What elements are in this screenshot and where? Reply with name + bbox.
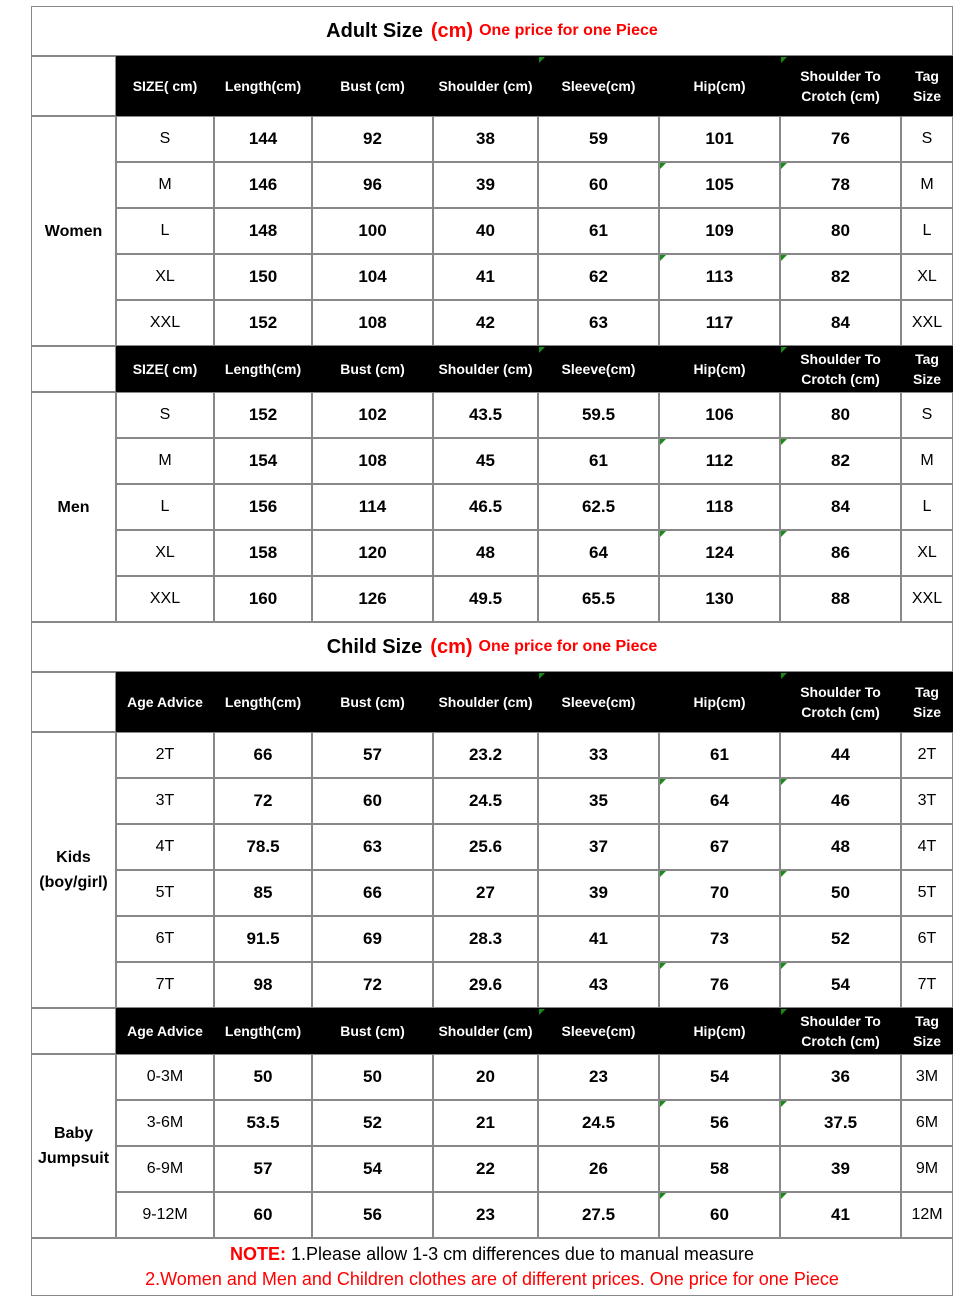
column-header — [214, 56, 312, 116]
table-cell: 44 — [780, 732, 901, 778]
column-header-label: Bust (cm) — [340, 1023, 405, 1039]
table-cell: 41 — [538, 916, 659, 962]
table-cell: 50 — [312, 1054, 433, 1100]
column-header-label: Hip(cm) — [693, 1023, 746, 1039]
table-cell: 63 — [312, 824, 433, 870]
table-cell: 67 — [659, 824, 780, 870]
table-cell: 60 — [659, 1192, 780, 1238]
table-cell: 54 — [659, 1054, 780, 1100]
table-cell: 112 — [659, 438, 780, 484]
table-cell: 41 — [433, 254, 538, 300]
table-cell: 82 — [780, 254, 901, 300]
note-line-2: 2.Women and Men and Children clothes are of different prices. One price for one Piece — [145, 1269, 839, 1289]
cell-corner-mark — [539, 1009, 545, 1015]
table-cell: XL — [116, 530, 214, 576]
adult-size-title — [31, 6, 953, 56]
table-cell: 37.5 — [780, 1100, 901, 1146]
column-header — [433, 346, 538, 392]
column-header — [659, 346, 780, 392]
header-blank-cell — [31, 1008, 116, 1054]
column-header — [659, 672, 780, 732]
column-header-label: Sleeve(cm) — [561, 694, 636, 710]
column-header-label: Age Advice — [127, 1023, 203, 1039]
table-cell: 5T — [116, 870, 214, 916]
table-cell: 29.6 — [433, 962, 538, 1008]
table-cell: 52 — [780, 916, 901, 962]
column-header-label: Tag Size — [912, 684, 941, 720]
column-header-label: Shoulder To Crotch (cm) — [800, 1013, 881, 1049]
table-cell: 124 — [659, 530, 780, 576]
table-cell: 3-6M — [116, 1100, 214, 1146]
table-cell: 152 — [214, 300, 312, 346]
table-cell: M — [901, 438, 953, 484]
table-cell: 56 — [312, 1192, 433, 1238]
column-header-label: SIZE( cm) — [132, 361, 198, 377]
table-cell: 120 — [312, 530, 433, 576]
table-cell: 154 — [214, 438, 312, 484]
column-header-label: Sleeve(cm) — [561, 361, 636, 377]
cell-corner-mark — [781, 347, 787, 353]
table-cell: 6T — [116, 916, 214, 962]
cell-corner-mark — [539, 347, 545, 353]
table-cell: 54 — [312, 1146, 433, 1192]
table-cell: 6T — [901, 916, 953, 962]
cell-corner-mark — [781, 1009, 787, 1015]
title-text: Adult Size — [326, 20, 423, 42]
table-cell: 61 — [659, 732, 780, 778]
column-header — [312, 56, 433, 116]
table-cell: 108 — [312, 438, 433, 484]
column-header-label: Sleeve(cm) — [561, 78, 636, 94]
table-cell: 53.5 — [214, 1100, 312, 1146]
cell-corner-mark — [660, 163, 666, 169]
title-price-note: One price for one Piece — [479, 22, 658, 39]
column-header — [116, 346, 214, 392]
header-blank-cell — [31, 346, 116, 392]
cell-corner-mark — [660, 531, 666, 537]
table-cell: 41 — [780, 1192, 901, 1238]
table-cell: 60 — [214, 1192, 312, 1238]
column-header-label: Hip(cm) — [693, 361, 746, 377]
column-header — [538, 1008, 659, 1054]
table-cell: L — [901, 208, 953, 254]
table-cell: 98 — [214, 962, 312, 1008]
cell-corner-mark — [781, 779, 787, 785]
table-cell: 24.5 — [433, 778, 538, 824]
column-header-label: Length(cm) — [224, 361, 302, 377]
table-cell: 20 — [433, 1054, 538, 1100]
table-cell: 4T — [116, 824, 214, 870]
table-cell: 27 — [433, 870, 538, 916]
table-cell: XXL — [116, 576, 214, 622]
table-cell: 54 — [780, 962, 901, 1008]
column-header-label: Shoulder (cm) — [438, 694, 533, 710]
cell-corner-mark — [781, 1193, 787, 1199]
title-unit: (cm) — [430, 20, 474, 42]
table-cell: 80 — [780, 208, 901, 254]
table-cell: 156 — [214, 484, 312, 530]
group-label-line: (boy/girl) — [39, 874, 108, 891]
table-cell: 3T — [116, 778, 214, 824]
table-cell: 85 — [214, 870, 312, 916]
cell-corner-mark — [660, 255, 666, 261]
table-cell: 50 — [214, 1054, 312, 1100]
table-cell: 6-9M — [116, 1146, 214, 1192]
table-cell: XL — [116, 254, 214, 300]
column-header-label: Bust (cm) — [340, 78, 405, 94]
column-header-label: Length(cm) — [224, 694, 302, 710]
table-cell: 148 — [214, 208, 312, 254]
table-cell: 91.5 — [214, 916, 312, 962]
table-cell: S — [901, 392, 953, 438]
column-header-label: Hip(cm) — [693, 78, 746, 94]
table-cell: L — [116, 208, 214, 254]
column-header — [538, 346, 659, 392]
table-cell: 2T — [901, 732, 953, 778]
column-header — [901, 1008, 953, 1054]
table-cell: M — [116, 438, 214, 484]
table-cell: 42 — [433, 300, 538, 346]
cell-corner-mark — [781, 531, 787, 537]
table-cell: 130 — [659, 576, 780, 622]
note-line-1 — [230, 1242, 754, 1267]
table-cell: 108 — [312, 300, 433, 346]
cell-corner-mark — [781, 439, 787, 445]
column-header-label: Bust (cm) — [340, 361, 405, 377]
table-cell: 70 — [659, 870, 780, 916]
table-cell: 46.5 — [433, 484, 538, 530]
table-cell: L — [901, 484, 953, 530]
column-header — [433, 672, 538, 732]
table-cell: 92 — [312, 116, 433, 162]
table-cell: 72 — [214, 778, 312, 824]
title-price-note: One price for one Piece — [478, 638, 658, 655]
table-cell: 80 — [780, 392, 901, 438]
group-kids — [31, 732, 116, 1008]
table-cell: 23 — [538, 1054, 659, 1100]
table-cell: 102 — [312, 392, 433, 438]
column-header — [312, 1008, 433, 1054]
table-cell: 144 — [214, 116, 312, 162]
table-cell: 36 — [780, 1054, 901, 1100]
table-cell: 62.5 — [538, 484, 659, 530]
cell-corner-mark — [660, 963, 666, 969]
table-cell: 2T — [116, 732, 214, 778]
cell-corner-mark — [781, 673, 787, 679]
cell-corner-mark — [781, 1101, 787, 1107]
note-label: NOTE: — [230, 1244, 287, 1264]
table-cell: 28.3 — [433, 916, 538, 962]
table-cell: 82 — [780, 438, 901, 484]
column-header-label: Length(cm) — [224, 1023, 302, 1039]
table-cell: 24.5 — [538, 1100, 659, 1146]
table-cell: 73 — [659, 916, 780, 962]
column-header-label: Sleeve(cm) — [561, 1023, 636, 1039]
table-cell: 27.5 — [538, 1192, 659, 1238]
table-cell: 46 — [780, 778, 901, 824]
table-cell: 76 — [659, 962, 780, 1008]
table-cell: 38 — [433, 116, 538, 162]
table-cell: 48 — [780, 824, 901, 870]
group-baby — [31, 1054, 116, 1238]
table-cell: 76 — [780, 116, 901, 162]
table-cell: XXL — [901, 576, 953, 622]
table-cell: 6M — [901, 1100, 953, 1146]
table-cell: 45 — [433, 438, 538, 484]
table-cell: 66 — [214, 732, 312, 778]
column-header — [433, 1008, 538, 1054]
table-cell: 59.5 — [538, 392, 659, 438]
table-cell: 158 — [214, 530, 312, 576]
column-header — [214, 346, 312, 392]
table-cell: 61 — [538, 208, 659, 254]
table-cell: 37 — [538, 824, 659, 870]
table-cell: 114 — [312, 484, 433, 530]
table-cell: 113 — [659, 254, 780, 300]
cell-corner-mark — [781, 255, 787, 261]
table-cell: 48 — [433, 530, 538, 576]
table-cell: 126 — [312, 576, 433, 622]
table-cell: 26 — [538, 1146, 659, 1192]
cell-corner-mark — [660, 439, 666, 445]
column-header-label: Shoulder To Crotch (cm) — [800, 351, 881, 387]
column-header-label: Hip(cm) — [693, 694, 746, 710]
group-women — [31, 116, 116, 346]
table-cell: 117 — [659, 300, 780, 346]
cell-corner-mark — [781, 57, 787, 63]
table-cell: M — [901, 162, 953, 208]
table-cell: 105 — [659, 162, 780, 208]
table-cell: 60 — [312, 778, 433, 824]
table-cell: 61 — [538, 438, 659, 484]
cell-corner-mark — [539, 57, 545, 63]
cell-corner-mark — [660, 871, 666, 877]
table-cell: 9M — [901, 1146, 953, 1192]
column-header-label: Tag Size — [912, 1013, 941, 1049]
table-cell: 35 — [538, 778, 659, 824]
table-cell: 23 — [433, 1192, 538, 1238]
column-header-label: Shoulder (cm) — [438, 78, 533, 94]
table-cell: 3M — [901, 1054, 953, 1100]
table-cell: 104 — [312, 254, 433, 300]
table-cell: 72 — [312, 962, 433, 1008]
table-cell: 9-12M — [116, 1192, 214, 1238]
table-cell: 152 — [214, 392, 312, 438]
table-cell: 57 — [312, 732, 433, 778]
cell-corner-mark — [660, 1193, 666, 1199]
table-cell: 78 — [780, 162, 901, 208]
column-header — [780, 1008, 901, 1054]
table-cell: 49.5 — [433, 576, 538, 622]
column-header — [312, 346, 433, 392]
table-cell: 160 — [214, 576, 312, 622]
column-header-label: SIZE( cm) — [132, 78, 198, 94]
table-cell: 146 — [214, 162, 312, 208]
table-cell: 118 — [659, 484, 780, 530]
table-cell: S — [901, 116, 953, 162]
column-header-label: Shoulder To Crotch (cm) — [800, 68, 881, 104]
column-header — [116, 672, 214, 732]
cell-corner-mark — [781, 871, 787, 877]
table-cell: 88 — [780, 576, 901, 622]
table-cell: 4T — [901, 824, 953, 870]
table-cell: S — [116, 116, 214, 162]
table-cell: 84 — [780, 484, 901, 530]
table-cell: 66 — [312, 870, 433, 916]
table-cell: XXL — [901, 300, 953, 346]
table-cell: 86 — [780, 530, 901, 576]
column-header-label: Tag Size — [912, 68, 941, 104]
table-cell: 22 — [433, 1146, 538, 1192]
table-cell: 12M — [901, 1192, 953, 1238]
table-cell: 78.5 — [214, 824, 312, 870]
table-cell: L — [116, 484, 214, 530]
group-label-line: Kids — [56, 849, 91, 866]
table-cell: 3T — [901, 778, 953, 824]
table-cell: M — [116, 162, 214, 208]
table-cell: 57 — [214, 1146, 312, 1192]
note-box — [31, 1238, 953, 1296]
table-cell: 39 — [780, 1146, 901, 1192]
table-cell: 109 — [659, 208, 780, 254]
column-header-label: Tag Size — [912, 351, 941, 387]
column-header — [538, 56, 659, 116]
table-cell: 50 — [780, 870, 901, 916]
table-cell: 64 — [538, 530, 659, 576]
column-header — [901, 346, 953, 392]
table-cell: 63 — [538, 300, 659, 346]
table-cell: 101 — [659, 116, 780, 162]
group-label-line: Men — [57, 498, 90, 516]
column-header-label: Length(cm) — [224, 78, 302, 94]
table-cell: 96 — [312, 162, 433, 208]
table-cell: 65.5 — [538, 576, 659, 622]
column-header — [538, 672, 659, 732]
title-text: Child Size — [326, 636, 423, 658]
table-cell: XL — [901, 254, 953, 300]
table-cell: 39 — [538, 870, 659, 916]
column-header-label: Age Advice — [127, 694, 203, 710]
column-header-label: Shoulder To Crotch (cm) — [800, 684, 881, 720]
column-header — [433, 56, 538, 116]
group-men — [31, 392, 116, 622]
cell-corner-mark — [781, 163, 787, 169]
column-header — [214, 672, 312, 732]
table-cell: 106 — [659, 392, 780, 438]
column-header — [312, 672, 433, 732]
group-label-line: Baby — [53, 1125, 94, 1142]
table-cell: 84 — [780, 300, 901, 346]
table-cell: 69 — [312, 916, 433, 962]
table-cell: 21 — [433, 1100, 538, 1146]
cell-corner-mark — [660, 779, 666, 785]
title-unit: (cm) — [430, 636, 473, 658]
table-cell: 39 — [433, 162, 538, 208]
header-blank-cell — [31, 56, 116, 116]
column-header — [780, 346, 901, 392]
cell-corner-mark — [781, 963, 787, 969]
table-cell: 25.6 — [433, 824, 538, 870]
column-header — [901, 672, 953, 732]
table-cell: 43.5 — [433, 392, 538, 438]
child-size-title — [31, 622, 953, 672]
cell-corner-mark — [660, 1101, 666, 1107]
column-header — [780, 56, 901, 116]
table-cell: 7T — [901, 962, 953, 1008]
table-cell: 23.2 — [433, 732, 538, 778]
table-cell: 52 — [312, 1100, 433, 1146]
table-cell: 40 — [433, 208, 538, 254]
table-cell: S — [116, 392, 214, 438]
table-cell: XL — [901, 530, 953, 576]
table-cell: 33 — [538, 732, 659, 778]
table-cell: 58 — [659, 1146, 780, 1192]
table-cell: 59 — [538, 116, 659, 162]
table-cell: 0-3M — [116, 1054, 214, 1100]
column-header — [780, 672, 901, 732]
table-cell: 43 — [538, 962, 659, 1008]
column-header — [116, 1008, 214, 1054]
column-header — [116, 56, 214, 116]
table-cell: 100 — [312, 208, 433, 254]
group-label-line: Jumpsuit — [37, 1150, 110, 1167]
column-header — [659, 56, 780, 116]
column-header — [901, 56, 953, 116]
table-cell: 62 — [538, 254, 659, 300]
column-header-label: Shoulder (cm) — [438, 1023, 533, 1039]
column-header — [659, 1008, 780, 1054]
column-header — [214, 1008, 312, 1054]
note-text-1: 1.Please allow 1-3 cm differences due to manual measure — [286, 1244, 754, 1264]
group-label-line: Women — [44, 222, 103, 240]
column-header-label: Shoulder (cm) — [438, 361, 533, 377]
table-cell: 150 — [214, 254, 312, 300]
table-cell: 60 — [538, 162, 659, 208]
table-cell: XXL — [116, 300, 214, 346]
header-blank-cell — [31, 672, 116, 732]
table-cell: 56 — [659, 1100, 780, 1146]
table-cell: 5T — [901, 870, 953, 916]
column-header-label: Bust (cm) — [340, 694, 405, 710]
table-cell: 7T — [116, 962, 214, 1008]
cell-corner-mark — [539, 673, 545, 679]
table-cell: 64 — [659, 778, 780, 824]
